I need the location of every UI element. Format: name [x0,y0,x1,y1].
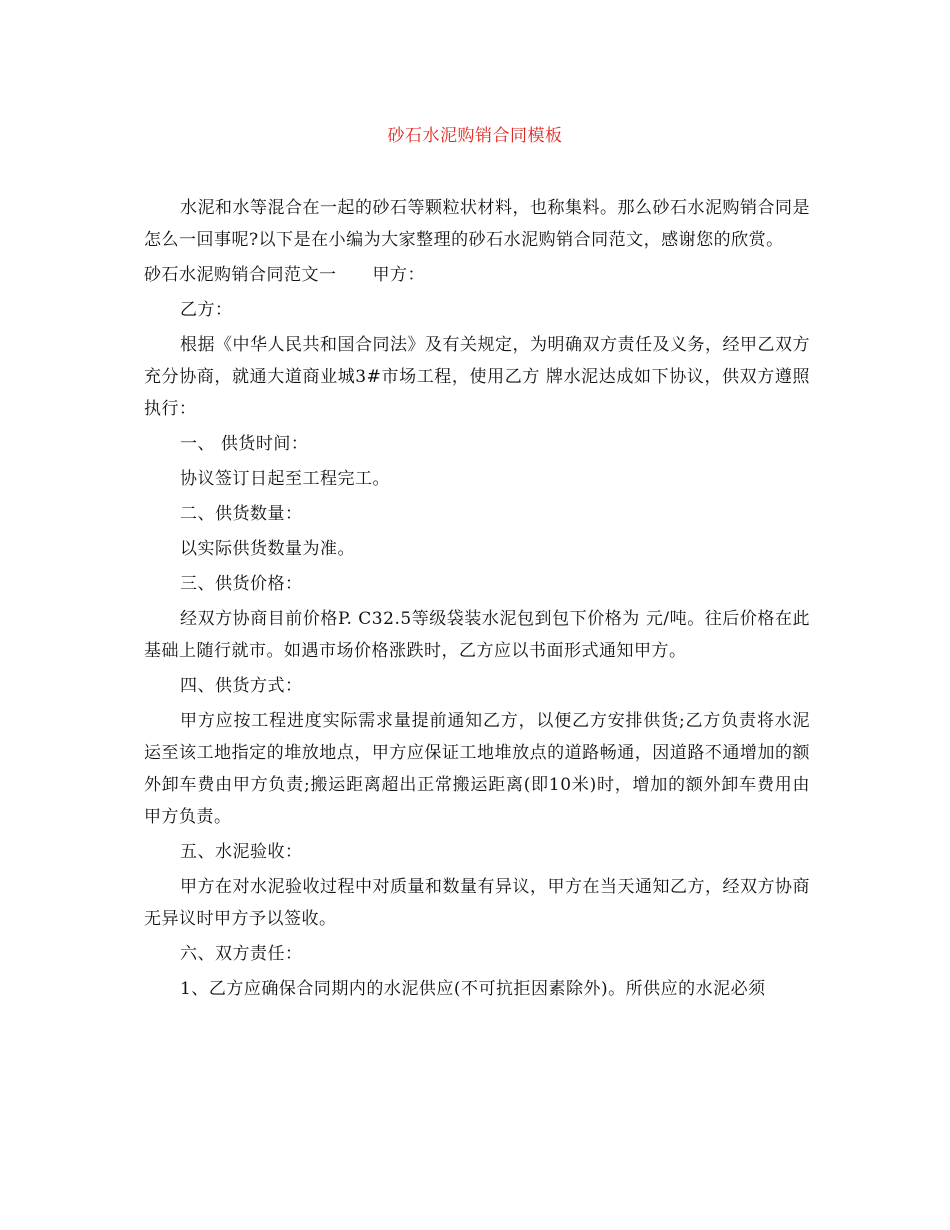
section-heading-supply-quantity: 二、供货数量： [180,504,303,524]
sample-heading-text: 砂石水泥购销合同范文一 [144,265,337,285]
section-heading-supply-method: 四、供货方式： [180,676,303,696]
section-heading-supply-time: 一、 供货时间： [180,434,309,454]
party-b-label: 乙方： [180,300,233,320]
paragraph-preamble: 根据《中华人民共和国合同法》及有关规定，为明确双方责任及义务，经甲乙双方充分协商，就通大道商业城3#市场工程，使用乙方 牌水泥达成如下协议，供双方遵照执行： [144,335,810,419]
paragraph-supply-method: 甲方应按工程进度实际需求量提前通知乙方，以便乙方安排供货;乙方负责将水泥运至该工地指定的堆放地点，甲方应保证工地堆放点的道路畅通，因道路不通增加的额外卸车费由甲方负责;搬运距离超出正常搬运距离(即10米)时，增加的额外卸车费用由甲方负责。 [144,711,810,827]
section-heading-responsibilities: 六、双方责任： [180,944,303,964]
section-heading-supply-price: 三、供货价格： [180,574,303,594]
paragraph-acceptance: 甲方在对水泥验收过程中对质量和数量有异议，甲方在当天通知乙方，经双方协商无异议时甲方予以签收。 [144,877,810,929]
paragraph-responsibility-1: 1、乙方应确保合同期内的水泥供应(不可抗拒因素除外)。所供应的水泥必须 [180,979,766,999]
document-title: 砂石水泥购销合同模板 [387,126,563,146]
paragraph-supply-time: 协议签订日起至工程完工。 [180,469,390,489]
paragraph-intro: 水泥和水等混合在一起的砂石等颗粒状材料，也称集料。那么砂石水泥购销合同是怎么一回事呢?以下是在小编为大家整理的砂石水泥购销合同范文，感谢您的欣赏。 [144,198,810,250]
section-heading-acceptance: 五、水泥验收： [180,842,303,862]
document-body [144,192,810,1008]
paragraph-sample-heading [144,259,810,291]
paragraph-supply-price: 经双方协商目前价格P. C32.5等级袋装水泥包到包下价格为 元/吨。往后价格在此基础上随行就市。如遇市场价格涨跌时，乙方应以书面形式通知甲方。 [144,609,810,661]
party-a-label: 甲方： [372,265,425,285]
paragraph-supply-quantity: 以实际供货数量为准。 [180,539,355,559]
